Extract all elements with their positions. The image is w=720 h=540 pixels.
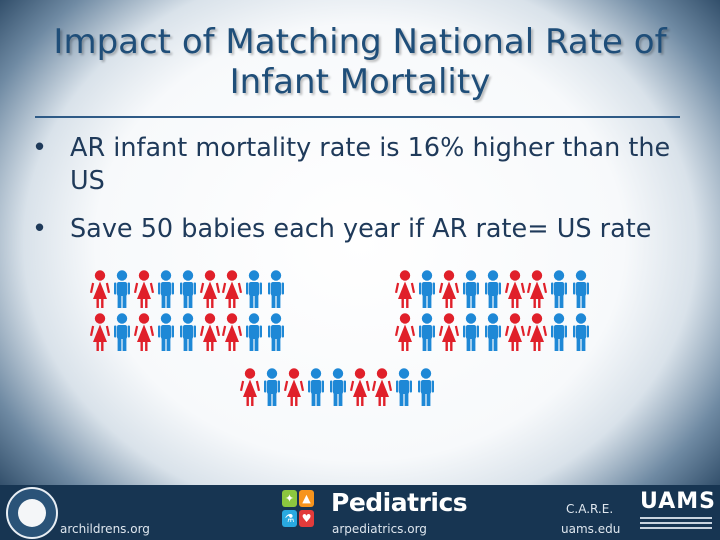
male-person-icon (268, 270, 284, 308)
female-person-icon (395, 313, 415, 351)
female-person-icon (372, 368, 392, 406)
male-person-icon (158, 313, 174, 351)
female-person-icon (284, 368, 304, 406)
uams-logo: UAMS (640, 489, 716, 514)
female-person-icon (505, 270, 525, 308)
male-person-icon (330, 368, 346, 406)
female-person-icon (505, 313, 525, 351)
female-person-icon (527, 270, 547, 308)
seal-logo-icon (6, 487, 58, 539)
male-person-icon (114, 270, 130, 308)
male-person-icon (246, 313, 262, 351)
male-person-icon (246, 270, 262, 308)
male-person-icon (551, 270, 567, 308)
title-line-1: Impact of Matching National Rate of (53, 22, 667, 62)
arpediatrics-link[interactable]: arpediatrics.org (332, 522, 427, 536)
bullet-item: • Save 50 babies each year if AR rate= US rate (30, 213, 690, 246)
female-person-icon (134, 313, 154, 351)
female-person-icon (439, 270, 459, 308)
male-person-icon (573, 270, 589, 308)
female-person-icon (527, 313, 547, 351)
male-person-icon (419, 270, 435, 308)
female-person-icon (350, 368, 370, 406)
archildrens-link[interactable]: archildrens.org (60, 522, 150, 536)
female-person-icon (222, 313, 242, 351)
male-person-icon (268, 313, 284, 351)
female-person-icon (395, 270, 415, 308)
uams-link[interactable]: uams.edu (561, 522, 621, 536)
male-person-icon (264, 368, 280, 406)
pediatrics-brand: Pediatrics (331, 488, 468, 517)
male-person-icon (396, 368, 412, 406)
female-person-icon (200, 270, 220, 308)
male-person-icon (180, 313, 196, 351)
title-line-2: Infant Mortality (229, 62, 491, 102)
female-person-icon (240, 368, 260, 406)
male-person-icon (419, 313, 435, 351)
female-person-icon (200, 313, 220, 351)
male-person-icon (308, 368, 324, 406)
male-person-icon (463, 313, 479, 351)
male-person-icon (463, 270, 479, 308)
uams-subtitle-icon (640, 517, 712, 533)
female-person-icon (90, 313, 110, 351)
male-person-icon (114, 313, 130, 351)
male-person-icon (180, 270, 196, 308)
bullet-item: • AR infant mortality rate is 16% higher than the US (30, 132, 690, 198)
male-person-icon (573, 313, 589, 351)
male-person-icon (551, 313, 567, 351)
footer-bar: archildrens.org ✦ ▲ ⚗ ♥ Pediatrics arpediatrics.org C.A.R.E. uams.edu UAMS (0, 485, 720, 540)
female-person-icon (134, 270, 154, 308)
care-label: C.A.R.E. (566, 502, 614, 516)
male-person-icon (485, 270, 501, 308)
female-person-icon (222, 270, 242, 308)
male-person-icon (158, 270, 174, 308)
male-person-icon (485, 313, 501, 351)
female-person-icon (90, 270, 110, 308)
male-person-icon (418, 368, 434, 406)
female-person-icon (439, 313, 459, 351)
